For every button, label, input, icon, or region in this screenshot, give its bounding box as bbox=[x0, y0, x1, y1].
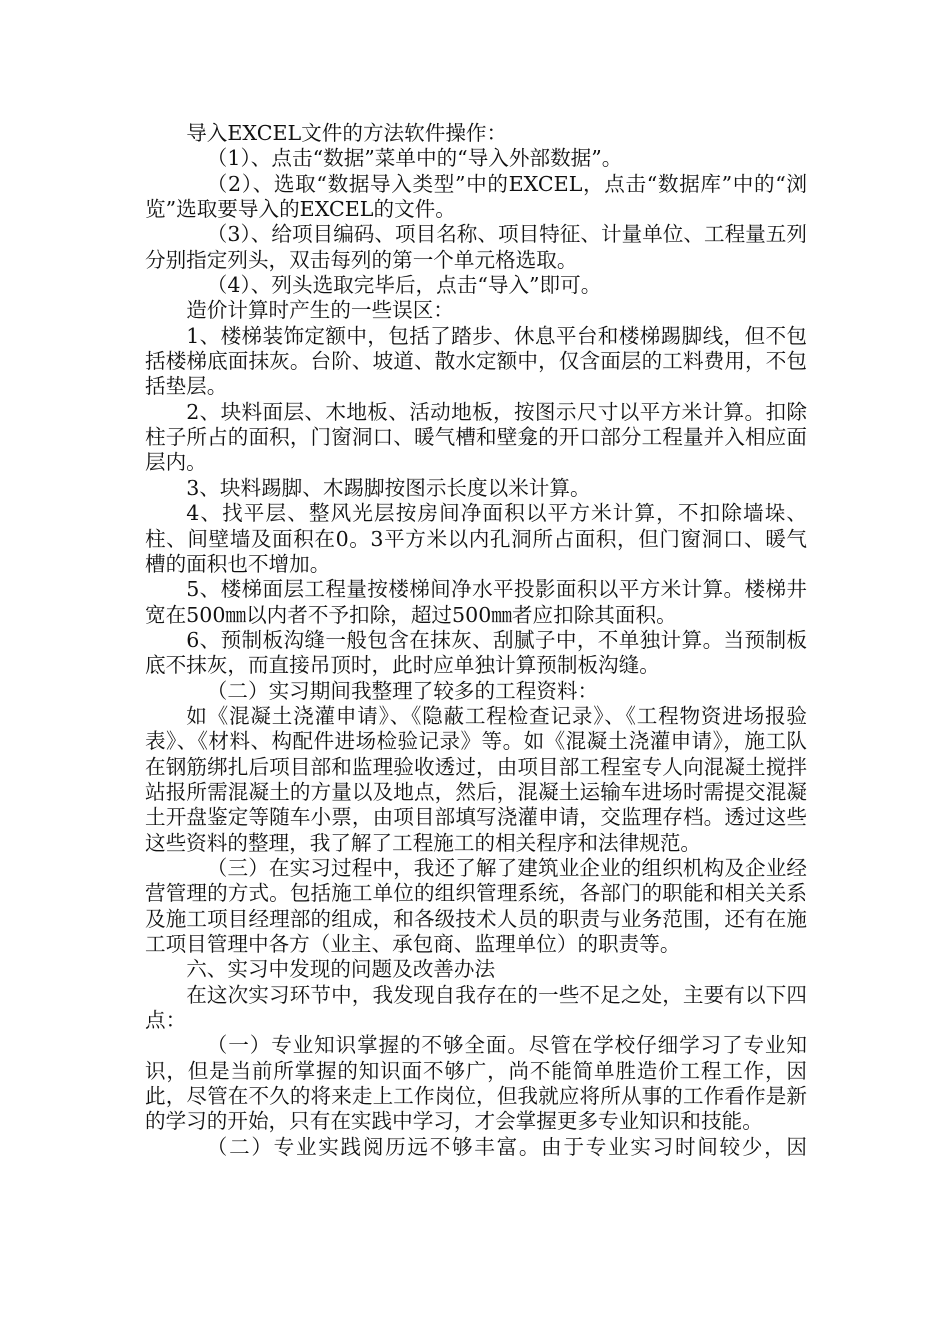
paragraph: 造价计算时产生的一些误区： bbox=[186, 298, 454, 323]
paragraph: 六、实习中发现的问题及改善办法 bbox=[186, 957, 496, 982]
paragraph: （2）、选取“数据导入类型”中的EXCEL，点击“数据库”中的“浏览”选取要导入的EXCEL的文件。 bbox=[145, 171, 807, 222]
paragraph: （三）在实习过程中，我还了解了建筑业企业的组织机构及企业经营管理的方式。包括施工单位的组织管理系统，各部门的职能和相关关系及施工项目经理部的组成，和各级技术人员的职责与业务范围，还有在施工项目管理中各方（业主、承包商、监理单位）的职责等。 bbox=[145, 855, 807, 956]
paragraph: 2、块料面层、木地板、活动地板，按图示尺寸以平方米计算。扣除柱子所占的面积，门窗洞口、暖气槽和壁龛的开口部分工程量并入相应面层内。 bbox=[145, 399, 807, 475]
paragraph: （4）、列头选取完毕后，点击“导入”即可。 bbox=[206, 273, 602, 298]
document-body bbox=[145, 121, 807, 1160]
paragraph: （一）专业知识掌握的不够全面。尽管在学校仔细学习了专业知识，但是当前所掌握的知识面不够广，尚不能简单胜造价工程工作，因此，尽管在不久的将来走上工作岗位，但我就应将所从事的工作看作是新的学习的开始，只有在实践中学习，才会掌握更多专业知识和技能。 bbox=[145, 1033, 807, 1134]
paragraph: 导入EXCEL文件的方法软件操作： bbox=[186, 121, 508, 145]
paragraph: （二）实习期间我整理了较多的工程资料： bbox=[206, 678, 599, 703]
paragraph: 3、块料踢脚、木踢脚按图示长度以米计算。 bbox=[186, 475, 591, 500]
paragraph: （1）、点击“数据”菜单中的“导入外部数据”。 bbox=[206, 146, 623, 171]
paragraph: 6、预制板沟缝一般包含在抹灰、刮腻子中，不单独计算。当预制板底不抹灰，而直接吊顶时，此时应单独计算预制板沟缝。 bbox=[145, 627, 807, 678]
paragraph: 4、找平层、整风光层按房间净面积以平方米计算，不扣除墙垛、柱、间壁墙及面积在0。3平方米以内孔洞所占面积，但门窗洞口、暖气槽的面积也不增加。 bbox=[145, 501, 807, 576]
paragraph: （二）专业实践阅历远不够丰富。由于专业实习时间较少，因 bbox=[206, 1134, 807, 1159]
paragraph: （3）、给项目编码、项目名称、项目特征、计量单位、工程量五列分别指定列头，双击每列的第一个单元格选取。 bbox=[145, 222, 807, 272]
paragraph: 在这次实习环节中，我发现自我存在的一些不足之处，主要有以下四点： bbox=[145, 982, 807, 1033]
paragraph: 如《混凝土浇灌申请》、《隐蔽工程检查记录》、《工程物资进场报验表》、《材料、构配件进场检验记录》等。如《混凝土浇灌申请》，施工队在钢筋绑扎后项目部和监理验收透过，由项目部工程室专人向混凝土搅拌站报所需混凝土的方量以及地点，然后，混凝土运输车进场时需提交混凝土开盘鉴定等随车小票，由项目部填写浇灌申请，交监理存档。透过这些这些资料的整理，我了解了工程施工的相关程序和法律规范。 bbox=[145, 703, 807, 855]
paragraph: 5、楼梯面层工程量按楼梯间净水平投影面积以平方米计算。楼梯井宽在500㎜以内者不予扣除，超过500㎜者应扣除其面积。 bbox=[145, 577, 807, 627]
paragraph: 1、楼梯装饰定额中，包括了踏步、休息平台和楼梯踢脚线，但不包括楼梯底面抹灰。台阶、坡道、散水定额中，仅含面层的工料费用，不包括垫层。 bbox=[145, 323, 807, 399]
